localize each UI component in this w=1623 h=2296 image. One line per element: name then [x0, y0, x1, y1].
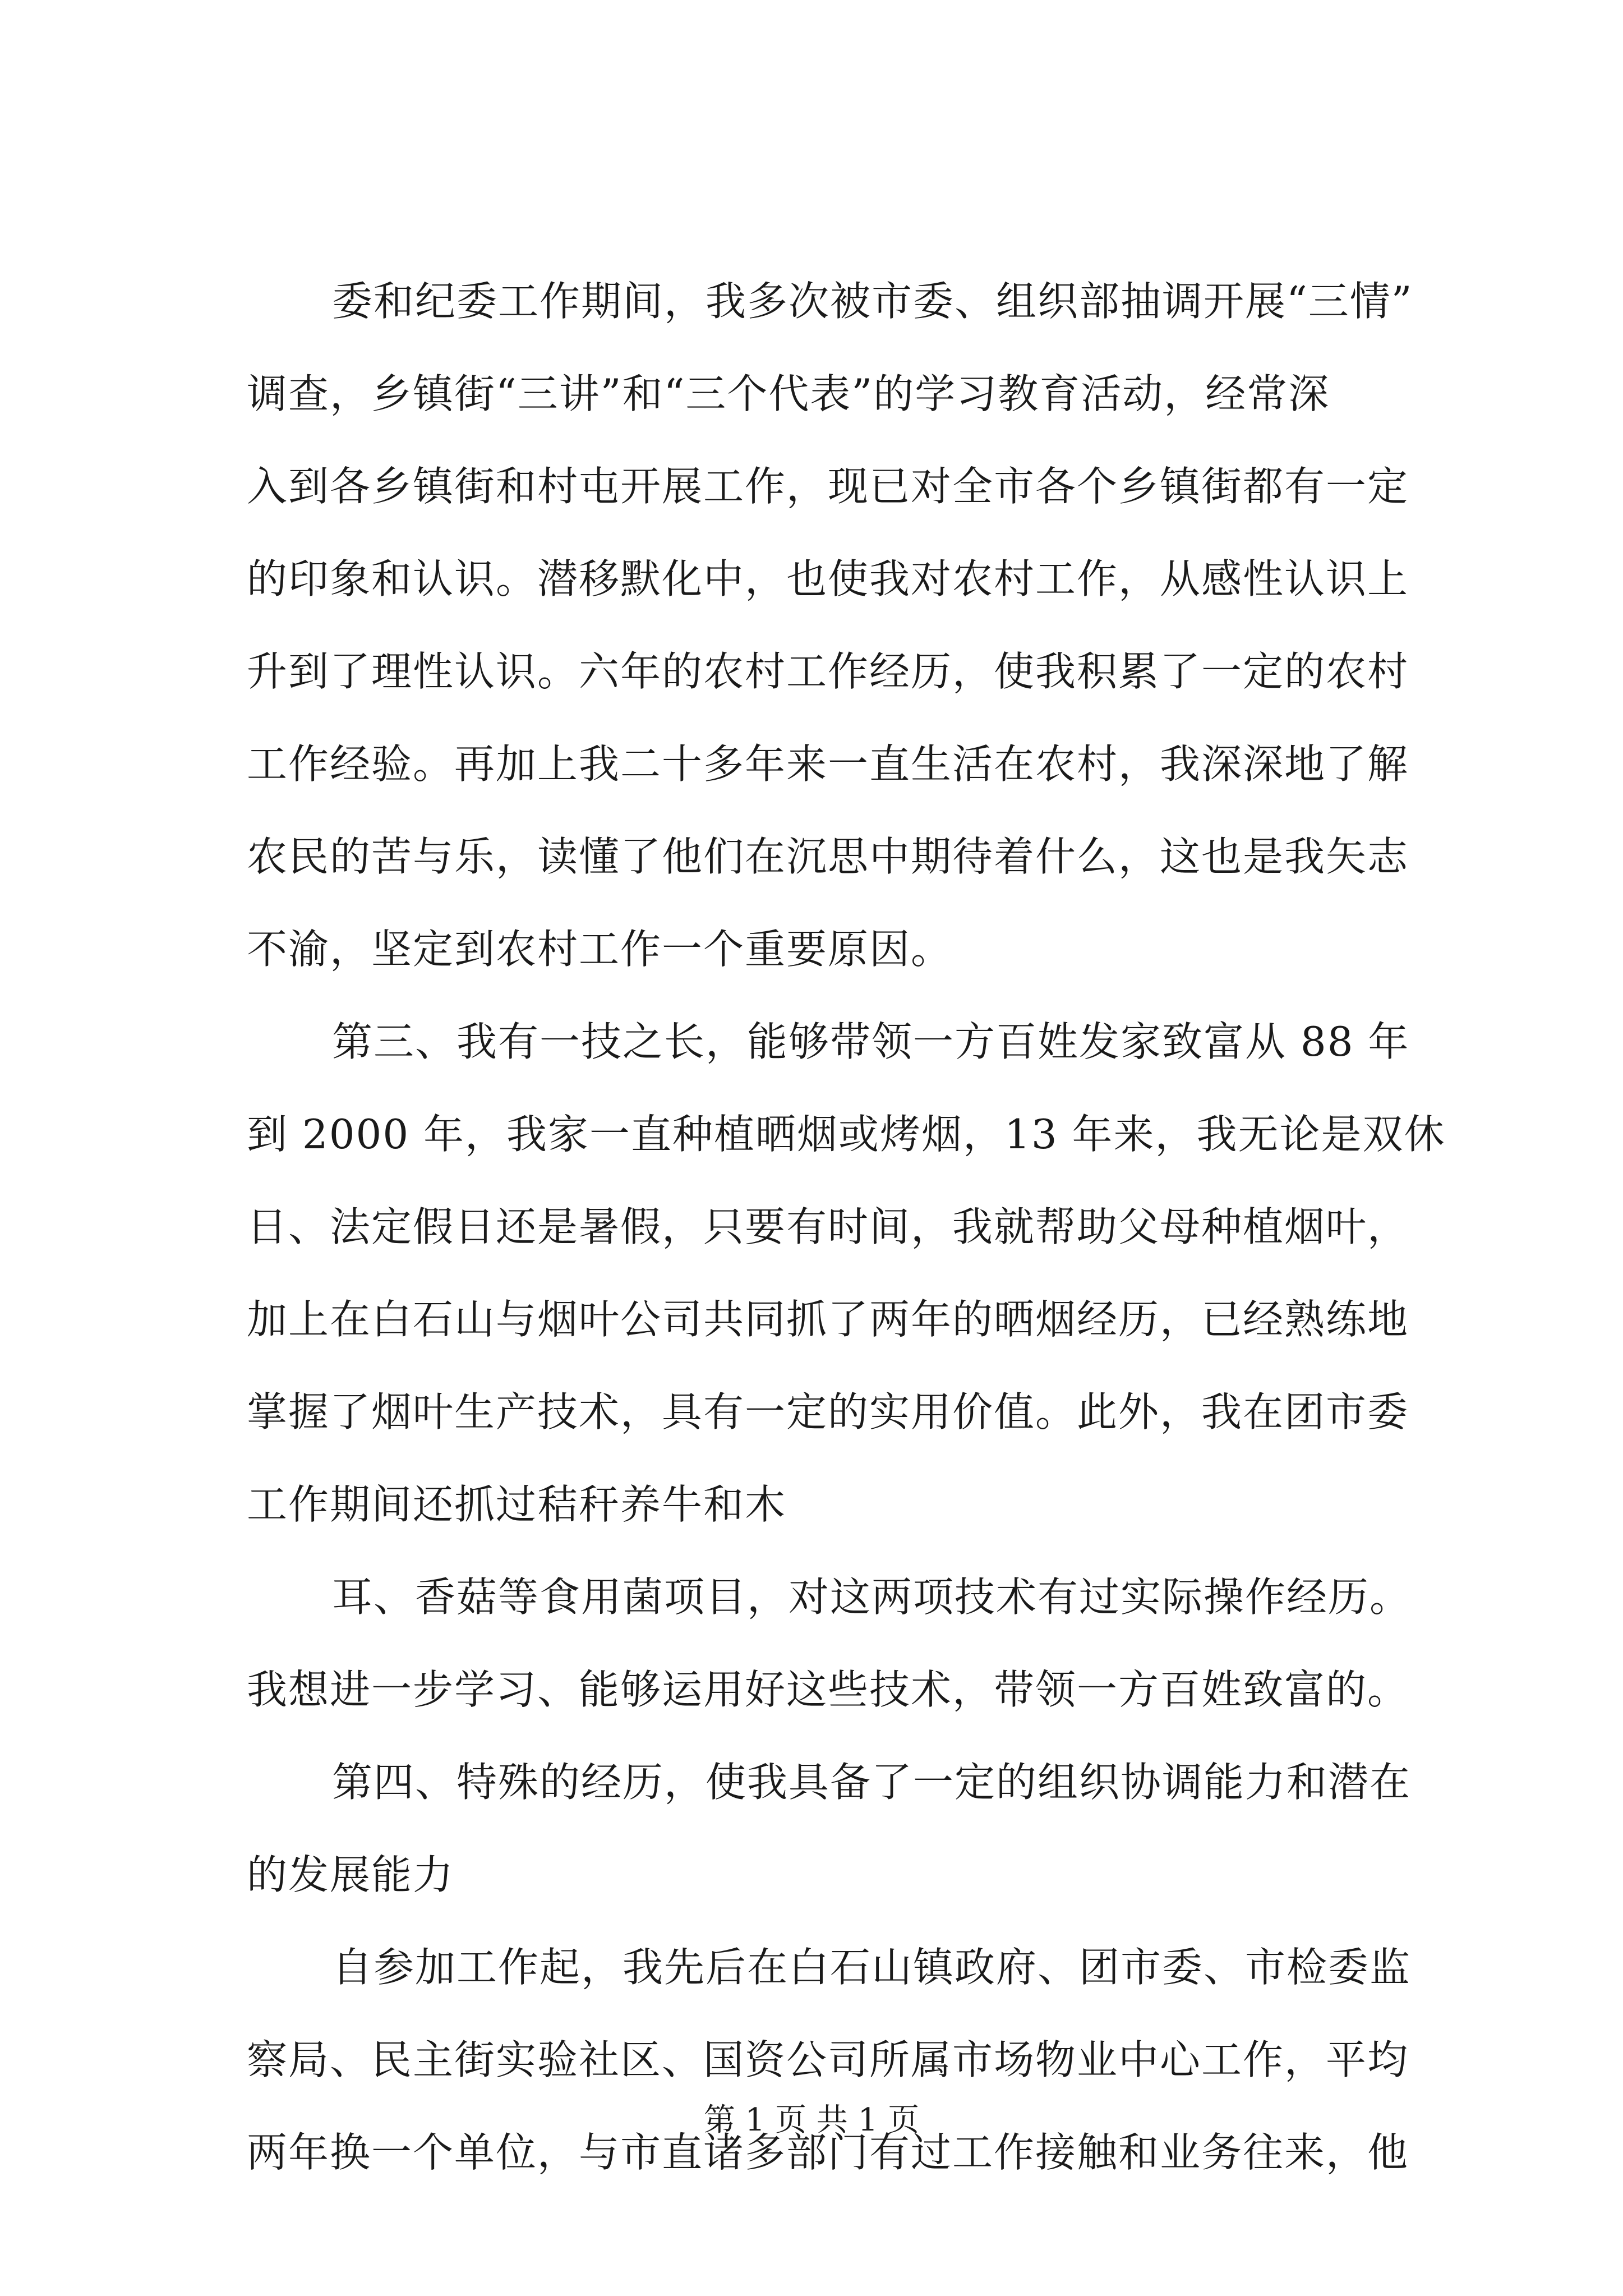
text-line: 两年换一个单位，与市直诸多部门有过工作接触和业务往来，他 — [247, 2129, 1409, 2176]
text-line: 工作期间还抓过秸秆养牛和木 — [247, 1481, 787, 1528]
text-line: 掌握了烟叶生产技术，具有一定的实用价值。此外，我在团市委 — [247, 1388, 1409, 1435]
text-line: 调查，乡镇街“三讲”和“三个代表”的学习教育活动，经常深 — [247, 370, 1330, 417]
text-line: 升到了理性认识。六年的农村工作经历，使我积累了一定的农村 — [247, 648, 1409, 695]
text-line: 委和纪委工作期间，我多次被市委、组织部抽调开展“三情” — [332, 278, 1413, 325]
text-line: 日、法定假日还是暑假，只要有时间，我就帮助父母种植烟叶， — [247, 1203, 1409, 1250]
text-line: 入到各乡镇街和村屯开展工作，现已对全市各个乡镇街都有一定 — [247, 463, 1409, 510]
text-line: 工作经验。再加上我二十多年来一直生活在农村，我深深地了解 — [247, 740, 1409, 788]
text-line: 农民的苦与乐，读懂了他们在沉思中期待着什么，这也是我矢志 — [247, 833, 1409, 880]
text-line: 耳、香菇等食用菌项目，对这两项技术有过实际操作经历。 — [332, 1573, 1412, 1621]
text-line: 自参加工作起，我先后在白石山镇政府、团市委、市检委监 — [332, 1944, 1412, 1991]
text-line: 的发展能力 — [247, 1851, 455, 1898]
text-line: 加上在白石山与烟叶公司共同抓了两年的晒烟经历，已经熟练地 — [247, 1296, 1409, 1343]
text-line: 不渝，坚定到农村工作一个重要原因。 — [247, 926, 953, 973]
text-line: 第四、特殊的经历，使我具备了一定的组织协调能力和潜在 — [332, 1759, 1412, 1806]
text-line: 到 2000 年，我家一直种植晒烟或烤烟，13 年来，我无论是双休 — [247, 1111, 1446, 1158]
text-line: 察局、民主街实验社区、国资公司所属市场物业中心工作，平均 — [247, 2036, 1409, 2083]
text-line: 第三、我有一技之长，能够带领一方百姓发家致富从 88 年 — [332, 1018, 1410, 1065]
document-body — [247, 255, 1446, 2199]
text-line: 的印象和认识。潜移默化中，也使我对农村工作，从感性认识上 — [247, 555, 1409, 602]
page-footer: 第 1 页 共 1 页 — [703, 2102, 920, 2138]
text-line: 我想进一步学习、能够运用好这些技术，带领一方百姓致富的。 — [247, 1666, 1409, 1713]
